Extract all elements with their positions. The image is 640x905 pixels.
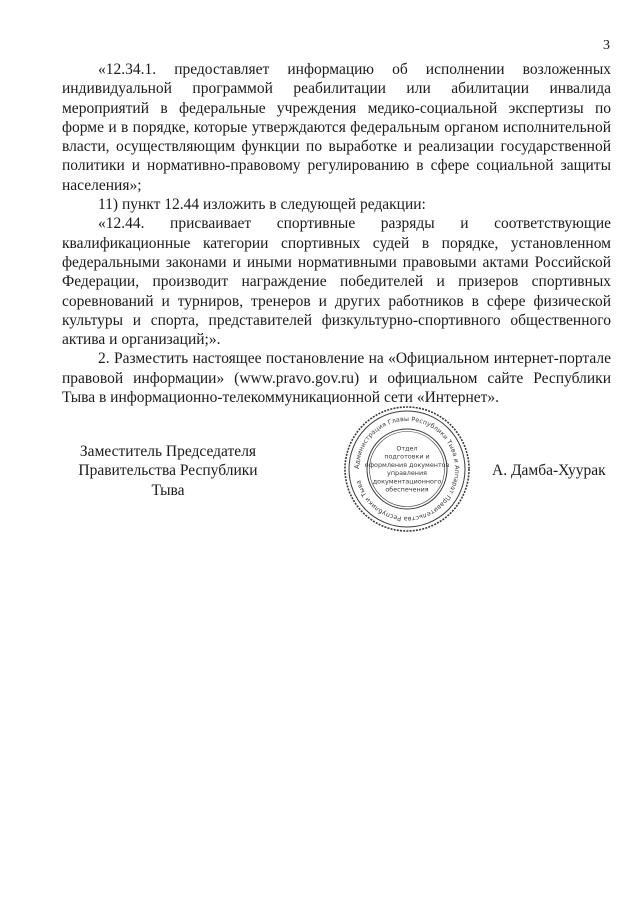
page-number: 3 <box>603 38 610 53</box>
signature-block <box>0 400 640 540</box>
signatory-position-line-2: Правительства Республики Тыва <box>78 462 258 499</box>
stamp-center-line: управления <box>387 469 427 478</box>
signatory-position-line-1: Заместитель Председателя <box>79 443 257 460</box>
signatory-position <box>62 442 274 500</box>
stamp-center-line: документационного <box>372 477 442 486</box>
document-body <box>62 60 611 407</box>
official-stamp <box>342 404 472 534</box>
paragraph-item-11: 11) пункт 12.44 изложить в следующей редакции: <box>98 196 426 214</box>
stamp-center-line: подготовки и <box>384 452 430 461</box>
stamp-center-text <box>365 445 450 494</box>
paragraph-publication: 2. Разместить настоящее постановление на «Официальном интернет-портале правовой информации» (www.pravo.gov.ru) и официальном сайте Республики Тыва в информационно-телекоммуникационной сети «Интернет». <box>62 350 611 407</box>
stamp-center-line: обеспечения <box>385 485 429 494</box>
signatory-name: А. Дамба-Хуурак <box>492 462 606 479</box>
stamp-ring-text: Администрация Главы Республики Тыва и Аппарат Правительства Республики Тыва <box>353 415 461 523</box>
stamp-center-line: Отдел <box>396 444 418 453</box>
stamp-center-line: оформления документов <box>364 460 450 469</box>
paragraph-12-34-1: «12.34.1. предоставляет информацию об исполнении возложенных индивидуальной программой реабилитации или абилитации инвалида мероприятий в федеральные учреждения медико-социальной экспертизы по форме и в порядке, которые утверждаются федеральным органом исполнительной власти, осуществляющим функции по выработке и реализации государственной политики и нормативно-правовому регулированию в сфере социальной защиты населения»; <box>62 61 611 194</box>
paragraph-12-44: «12.44. присваивает спортивные разряды и соответствующие квалификационные категории спортивных судей в порядке, установленном федеральными законами и иными нормативными правовыми актами Российской Федерации, производит награждение победителей и призеров спортивных соревнований и турниров, тренеров и других работников в сфере физической культуры и спорта, представителей физкультурно-спортивного общественного актива и организаций;». <box>62 215 611 349</box>
